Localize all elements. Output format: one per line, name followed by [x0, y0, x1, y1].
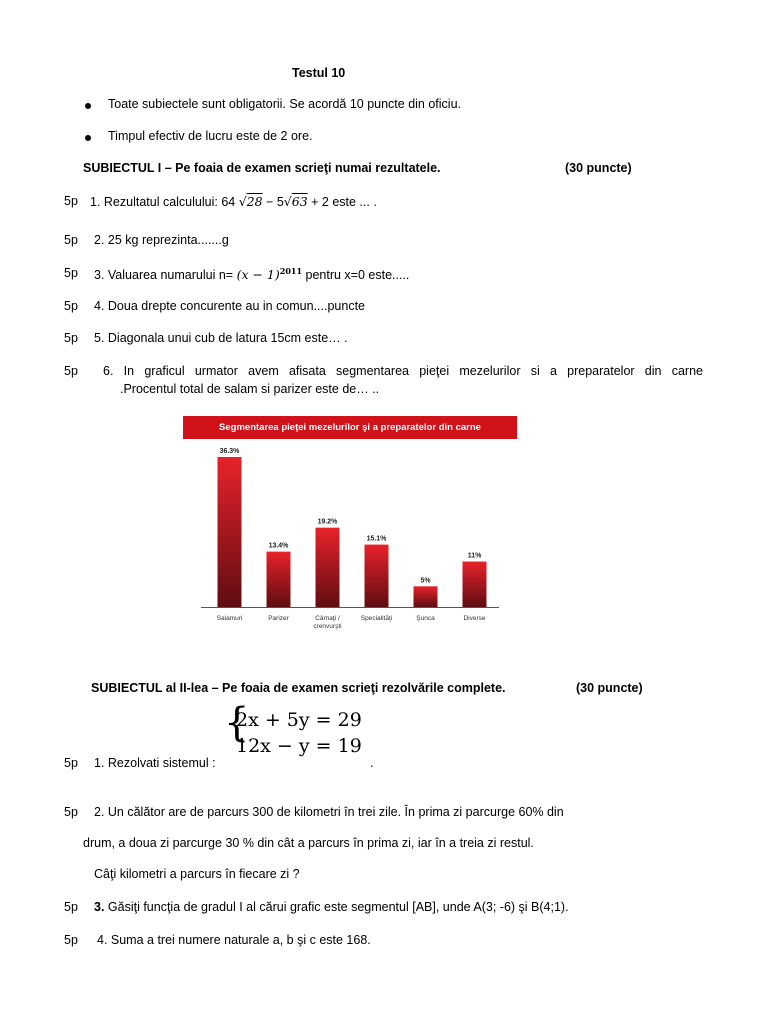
- formula: (x − 1): [236, 267, 280, 283]
- subject2-points: (30 puncte): [576, 681, 643, 695]
- item-points: 5p: [64, 299, 78, 313]
- item-points: 5p: [64, 805, 78, 819]
- subject1-item-5: 5. Diagonala unui cub de latura 15cm este… .: [94, 331, 348, 345]
- subject1-item-6-line1: 6. In graficul urmator avem afisata segmentarea pieţei mezelurilor si a preparatelor din carne: [103, 364, 703, 378]
- item-points: 5p: [64, 364, 78, 378]
- radicand: 28: [246, 194, 263, 209]
- subject2-item-1: 1. Rezolvati sistemul :: [94, 756, 216, 770]
- subject2-item-2-line3: Câţi kilometri a parcurs în fiecare zi ?: [94, 867, 300, 881]
- equation-1: 2x + 5y = 29: [236, 709, 362, 731]
- bullet-text: Timpul efectiv de lucru este de 2 ore.: [108, 129, 313, 143]
- subject1-heading: SUBIECTUL I – Pe foaia de examen scrieţi numai rezultatele.: [83, 161, 441, 175]
- chart-bar: [267, 552, 291, 607]
- item-text: + 2 este ... .: [307, 195, 377, 209]
- item-points: 5p: [64, 194, 78, 208]
- subject2-item-2-line2: drum, a doua zi parcurge 30 % din cât a parcurs în prima zi, iar în a treia zi restul.: [83, 836, 534, 850]
- subject2-item-4: 4. Suma a trei numere naturale a, b şi c este 168.: [97, 933, 371, 947]
- item-text: pentru x=0 este.....: [302, 268, 410, 283]
- item-points: 5p: [64, 233, 78, 247]
- chart-data-label: 11%: [467, 552, 482, 560]
- subject2-item-2-line1: 2. Un călător are de parcurs 300 de kilometri în trei zile. În prima zi parcurge 60% din: [94, 805, 564, 819]
- chart-data-label: 36.3%: [219, 448, 240, 455]
- item-number: 3.: [94, 900, 105, 914]
- item-text: − 5: [262, 195, 284, 209]
- chart-bar: [414, 586, 438, 607]
- page-title: Testul 10: [292, 66, 346, 80]
- chart-bar: [463, 562, 487, 607]
- chart-category-label: crenvurşti: [313, 623, 342, 630]
- brace-icon: {: [224, 700, 250, 746]
- market-chart: [183, 416, 517, 662]
- subject1-item-6-line2: .Procentul total de salam si parizer este de… ..: [120, 382, 380, 396]
- sqrt-63: √63: [283, 194, 308, 209]
- subject1-item-3: [94, 266, 409, 282]
- chart-category-label: Salamuri: [216, 615, 243, 622]
- item-points: 5p: [64, 900, 78, 914]
- bullet-icon: [85, 135, 91, 141]
- chart-bar: [316, 528, 340, 607]
- chart-bar: [218, 457, 242, 607]
- chart-category-label: Specialităţi: [360, 615, 393, 622]
- chart-title: Segmentarea pieţei mezelurilor şi a preparatelor din carne: [183, 416, 517, 439]
- chart-data-label: 5%: [420, 577, 431, 585]
- item-points: 5p: [64, 933, 78, 947]
- bullet-icon: [85, 103, 91, 109]
- chart-data-label: 15.1%: [366, 535, 387, 543]
- chart-category-label: Şunca: [416, 615, 435, 622]
- chart-category-label: Cârnaţi /: [315, 615, 340, 622]
- subject2-heading: SUBIECTUL al II-lea – Pe foaia de examen scrieţi rezolvările complete.: [91, 681, 506, 695]
- item-points: 5p: [64, 266, 78, 280]
- radicand: 63: [291, 194, 308, 209]
- equation-2: 12x − y = 19: [236, 735, 362, 757]
- subject1-points: (30 puncte): [565, 161, 632, 175]
- item-text: 1. Rezultatul calculului: 64: [90, 195, 239, 209]
- bullet-text: Toate subiectele sunt obligatorii. Se acordă 10 puncte din oficiu.: [108, 97, 462, 111]
- item-text: Găsiţi funcţia de gradul I al cărui grafic este segmentul [AB], unde A(3; -6) şi B(4;1).: [104, 900, 569, 914]
- chart-data-label: 13.4%: [268, 542, 289, 550]
- subject1-item-2: 2. 25 kg reprezinta.......g: [94, 233, 229, 247]
- chart-bar: [365, 545, 389, 607]
- subject1-item-4: 4. Doua drepte concurente au in comun....puncte: [94, 299, 366, 313]
- item-points: 5p: [64, 331, 78, 345]
- item-points: 5p: [64, 756, 78, 770]
- subject1-item-1: [90, 194, 377, 209]
- item-trail: .: [370, 756, 374, 770]
- exponent: 2011: [279, 266, 303, 276]
- sqrt-28: √28: [238, 194, 263, 209]
- item-text: 3. Valuarea numarului n=: [94, 268, 237, 283]
- subject2-item-3: [94, 900, 569, 914]
- chart-category-label: Diverse: [463, 615, 486, 622]
- chart-category-label: Parizer: [268, 615, 289, 622]
- chart-data-label: 19.2%: [317, 518, 338, 526]
- chart-svg: [183, 416, 517, 662]
